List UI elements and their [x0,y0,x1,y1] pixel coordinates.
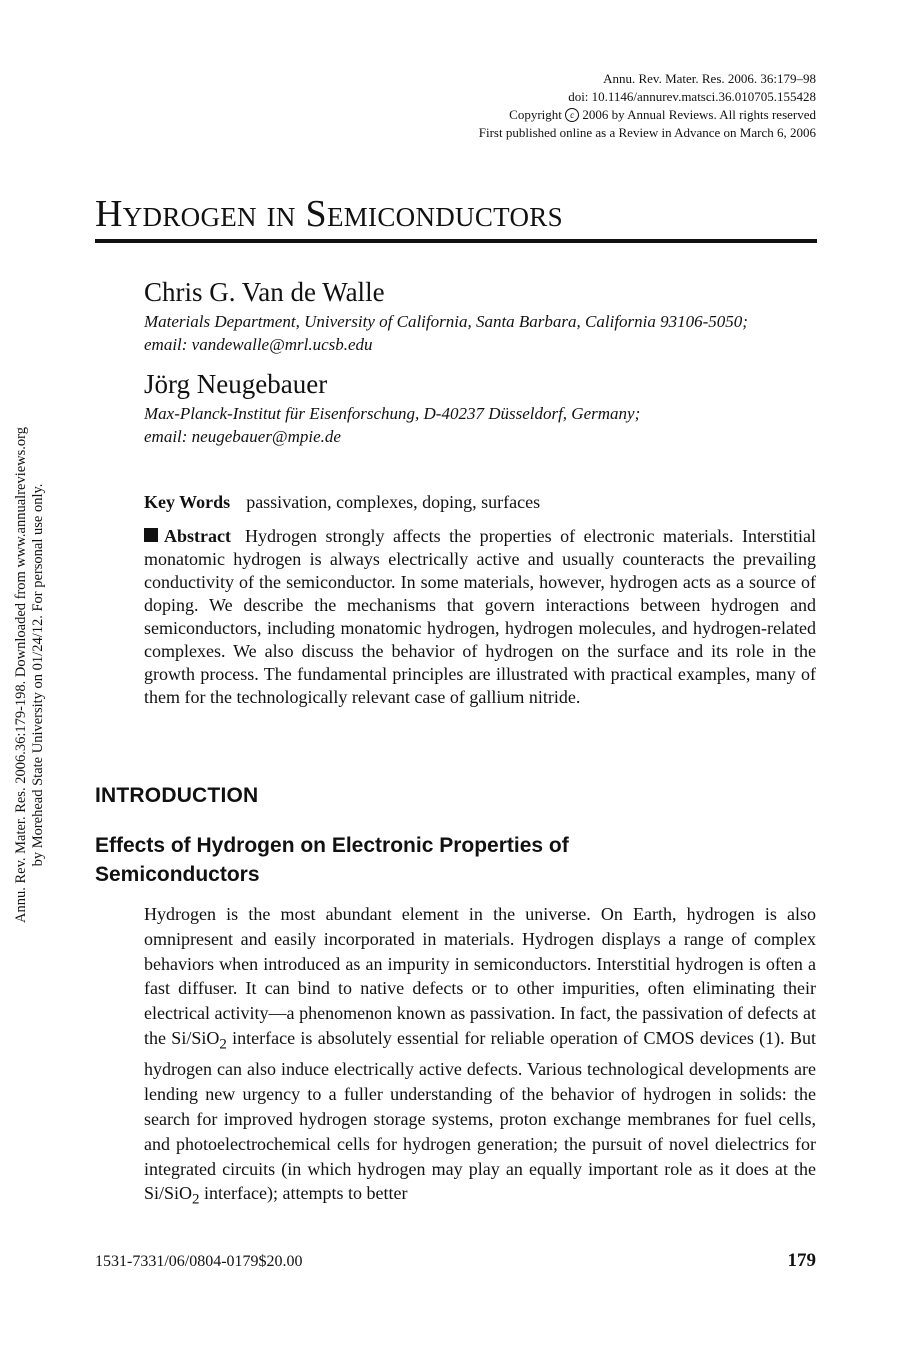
author-affiliation [144,310,834,356]
square-bullet-icon [144,528,158,542]
section-heading: INTRODUCTION [95,784,259,807]
copyright-text: 2006 by Annual Reviews. All rights reserved [582,107,816,122]
body-text-part-2: interface is absolutely essential for reliable operation of CMOS devices (1). But hydrogen can also induce electrically active defects. Various technological developments are lending new urgency to a fuller understanding of the behavior of hydrogen in solids: the search for improved hydrogen storage systems, proton exchange membranes for fuel cells, and photoelectrochemical cells for hydrogen generation; the pursuit of novel dielectrics for integrated circuits (in which hydrogen may play an equally important role as it does at the Si/SiO [144,1027,816,1204]
keywords-label: Key Words [144,492,231,512]
abstract-text: Hydrogen strongly affects the properties of electronic materials. Interstitial monatomic hydrogen is always electrically active and usually counteracts the prevailing conductivity of the semiconductor. In some materials, however, hydrogen acts as a source of doping. We describe the mechanisms that govern interactions between hydrogen and semiconductors, including monatomic hydrogen, hydrogen molecules, and hydrogen-related complexes. We also discuss the behavior of hydrogen on the surface and its role in the growth process. The fundamental principles are illustrated with practical examples, many of them for the technologically relevant case of gallium nitride. [144,526,816,707]
copyright-icon: c [565,108,579,122]
journal-header [479,70,816,142]
author-email[interactable]: email: neugebauer@mpie.de [144,427,341,446]
abstract [144,525,816,709]
publication-date-line: First published online as a Review in Advance on March 6, 2006 [478,125,816,140]
watermark-line-1: Annu. Rev. Mater. Res. 2006.36:179-198. Downloaded from www.annualreviews.org [13,426,29,924]
affiliation-address: Materials Department, University of California, Santa Barbara, California 93106-5050; [144,312,748,331]
article-title: Hydrogen in Semiconductors [95,192,817,243]
issn-code: 1531-7331/06/0804-0179$20.00 [95,1253,303,1270]
watermark-line-2: by Morehead State University on 01/24/12. For personal use only. [30,483,46,867]
author-block-2 [144,368,834,448]
author-affiliation [144,402,834,448]
citation-line: Annu. Rev. Mater. Res. 2006. 36:179–98 [603,71,816,86]
author-name: Chris G. Van de Walle [144,277,385,307]
download-watermark [0,385,60,965]
subscript: 2 [192,1191,200,1208]
abstract-label: Abstract [164,526,231,546]
body-paragraph [144,902,816,1213]
author-block-1 [144,276,834,356]
keywords-text: passivation, complexes, doping, surfaces [246,492,541,512]
copyright-line [479,106,816,124]
author-name: Jörg Neugebauer [144,369,328,399]
body-text-part-3: interface); attempts to better [199,1183,408,1204]
author-email[interactable]: email: vandewalle@mrl.ucsb.edu [144,335,373,354]
affiliation-address: Max-Planck-Institut für Eisenforschung, D-40237 Düsseldorf, Germany; [144,404,641,423]
body-text-part-1: Hydrogen is the most abundant element in the universe. On Earth, hydrogen is also omnipresent and easily incorporated in materials. Hydrogen displays a range of complex behaviors when introduced as an impurity in semiconductors. Interstitial hydrogen is often a fast diffuser. It can bind to native defects or to other impurities, often eliminating their electrical activity—a phenomenon known as passivation. In fact, the passivation of defects at the Si/SiO [144,904,816,1048]
keywords-line [144,490,540,514]
subscript: 2 [219,1036,227,1053]
subsection-heading: Effects of Hydrogen on Electronic Properties of Semiconductors [95,834,569,886]
copyright-prefix: Copyright [509,107,562,122]
page-number: 179 [787,1250,816,1271]
doi-line: doi: 10.1146/annurev.matsci.36.010705.155428 [568,89,816,104]
watermark-text [13,427,47,923]
